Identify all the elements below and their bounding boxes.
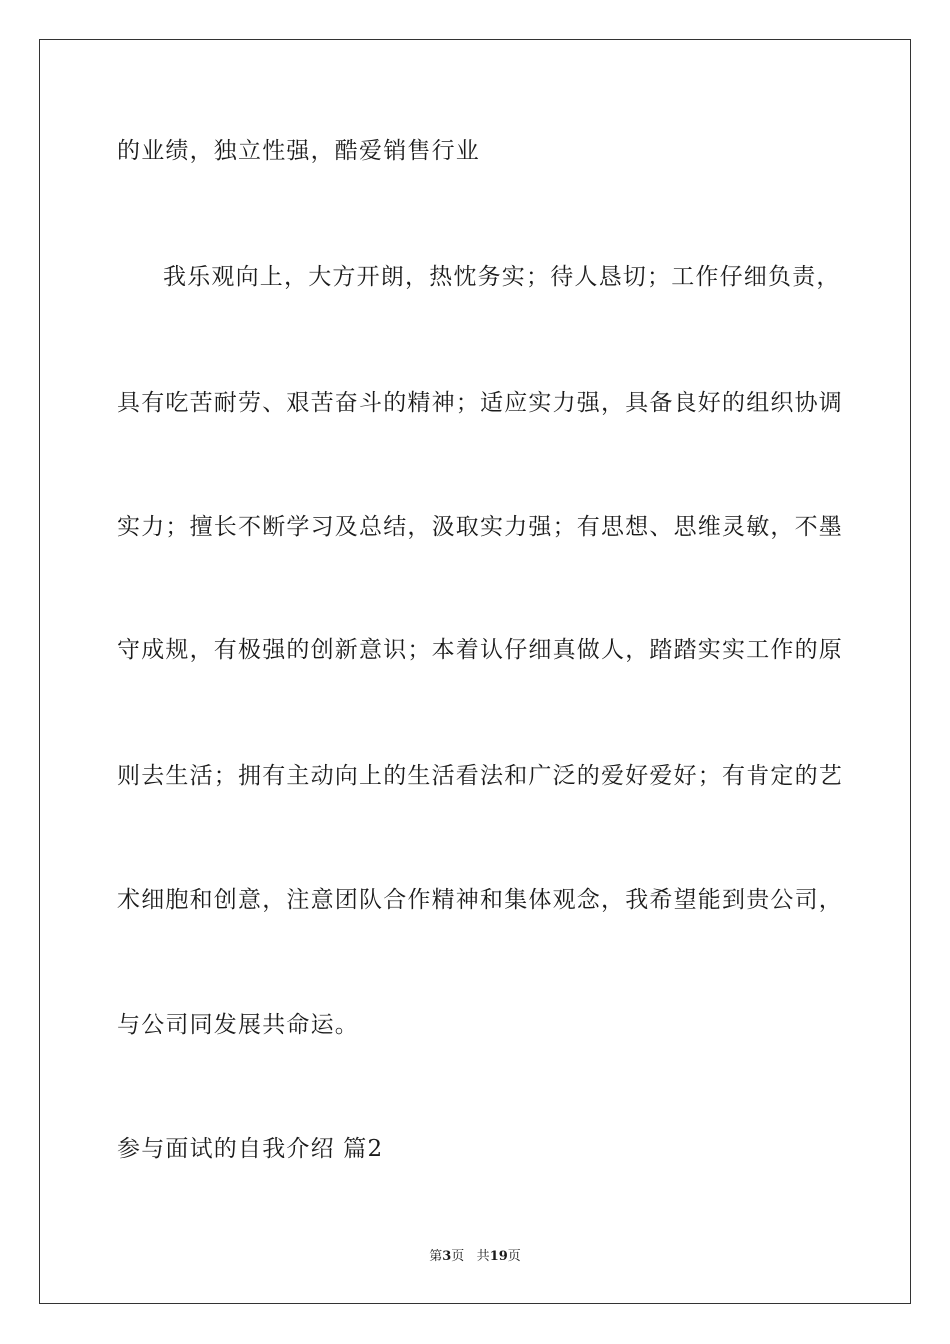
body-text-line: 术细胞和创意，注意团队合作精神和集体观念，我希望能到贵公司，: [117, 887, 843, 913]
section-heading: 参与面试的自我介绍 篇2: [117, 1136, 384, 1162]
page-footer: [0, 1248, 950, 1266]
body-text-line: 则去生活；拥有主动向上的生活看法和广泛的爱好爱好；有肯定的艺: [117, 763, 843, 789]
paragraph-first-line: 我乐观向上，大方开朗，热忱务实；待人恳切；工作仔细负责，: [163, 264, 841, 290]
page-suffix: 页: [451, 1249, 465, 1264]
current-page-number: 3: [442, 1249, 452, 1264]
body-text-line: 的业绩，独立性强，酷爱销售行业: [117, 138, 480, 164]
body-text-line: 与公司同发展共命运。: [117, 1012, 359, 1038]
body-text-line: 具有吃苦耐劳、艰苦奋斗的精神；适应实力强，具备良好的组织协调: [117, 390, 843, 416]
body-text-line: 实力；擅长不断学习及总结，汲取实力强；有思想、思维灵敏，不墨: [117, 514, 843, 540]
body-text-line: 守成规，有极强的创新意识；本着认仔细真做人，踏踏实实工作的原: [117, 637, 843, 663]
total-prefix: 共: [476, 1249, 490, 1264]
page-prefix: 第: [429, 1249, 443, 1264]
total-suffix: 页: [507, 1249, 521, 1264]
total-page-count: 19: [489, 1249, 508, 1264]
page-border: [39, 39, 911, 1304]
